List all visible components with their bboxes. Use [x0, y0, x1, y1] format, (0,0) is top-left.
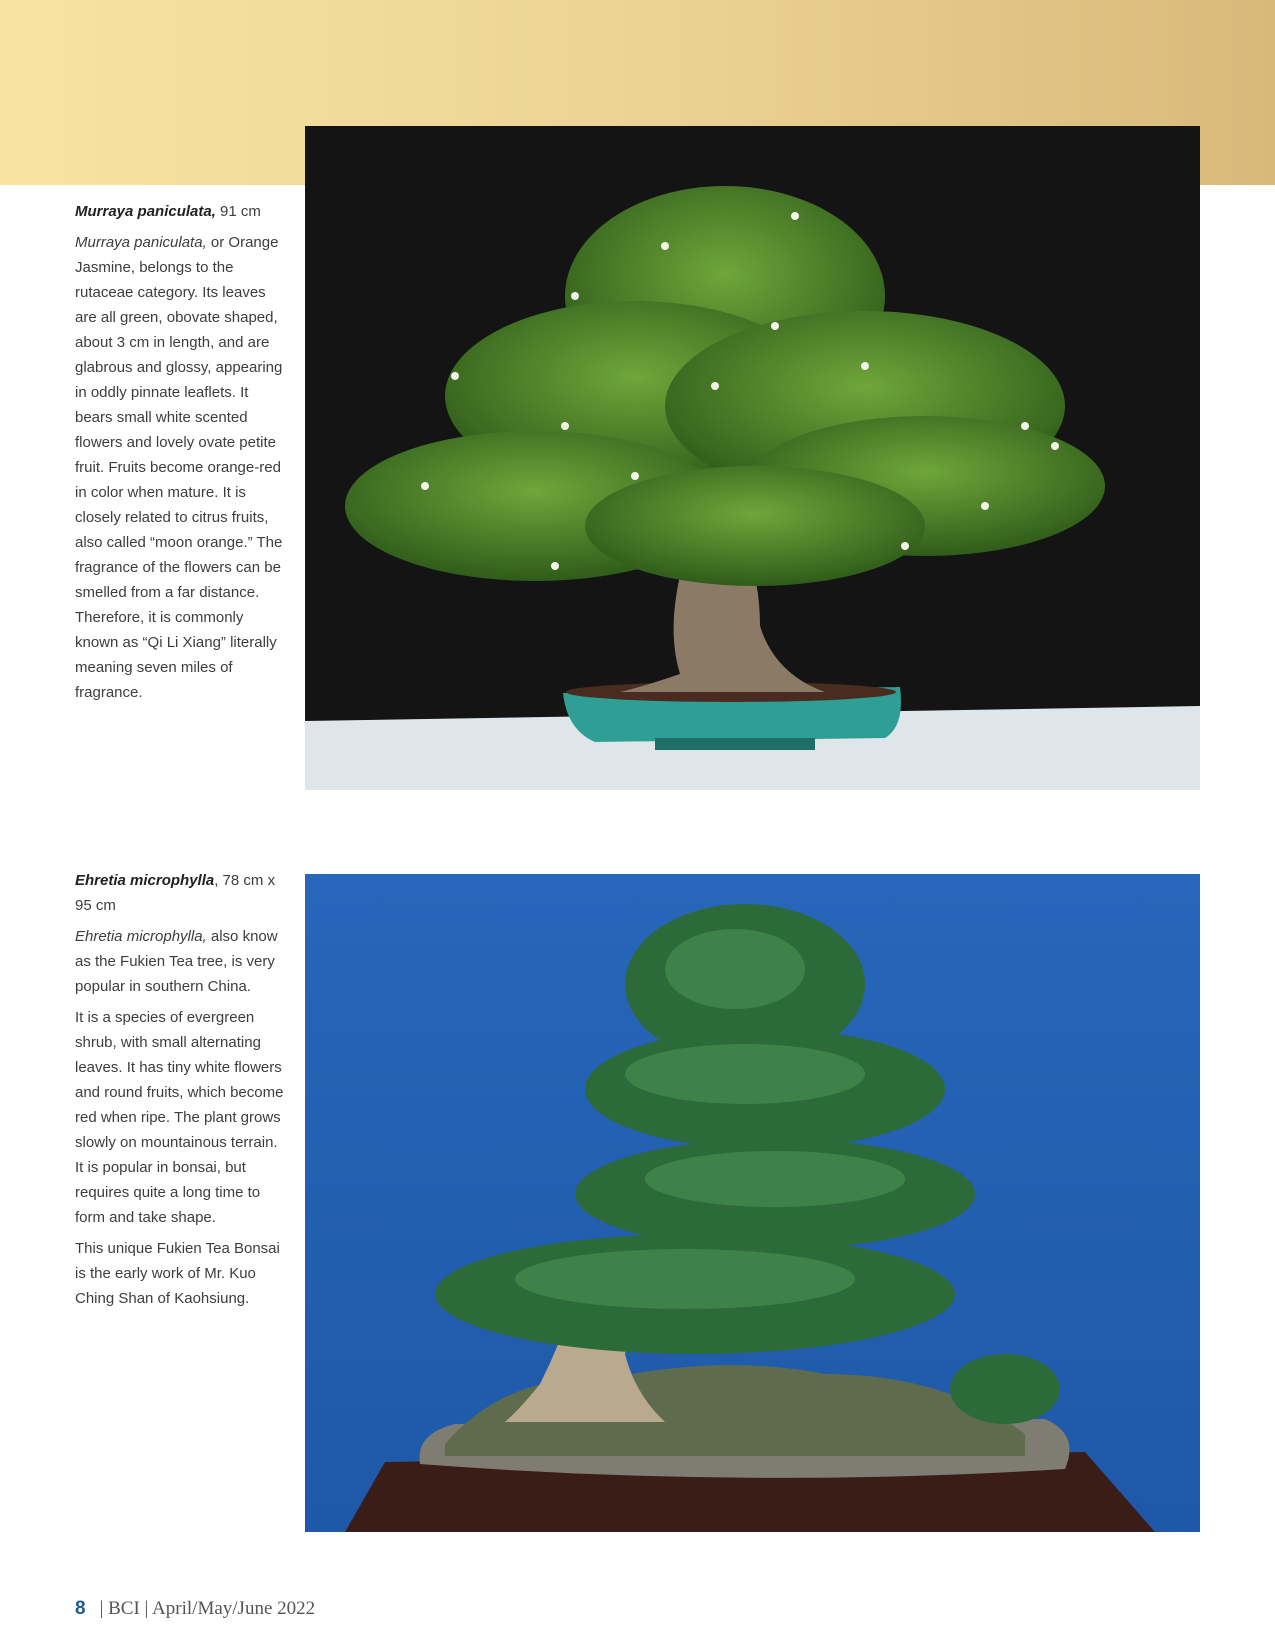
murraya-size: 91 cm: [215, 203, 261, 220]
ehretia-description-details: It is a species of evergreen shrub, with small alternating leaves. It has tiny white flowers and round fruits, which become red when ripe. The plant grows slowly on mountainous terrain. It is popular in bonsai, but requires quite a long time to form and take shape.: [75, 1009, 284, 1226]
murraya-caption-title: [75, 199, 290, 224]
publication-info: | BCI | April/May/June 2022: [99, 1598, 316, 1619]
murraya-bonsai-image: [305, 126, 1200, 790]
murraya-description-species: Murraya paniculata,: [75, 234, 207, 251]
ehretia-species-name: Ehretia microphylla: [75, 872, 215, 889]
ehretia-caption-title: [75, 868, 290, 918]
page-number: 8: [75, 1598, 86, 1619]
ehretia-description-species: Ehretia microphylla,: [75, 928, 207, 945]
murraya-species-name: Murraya paniculata,: [75, 203, 216, 220]
ehretia-caption: [75, 868, 290, 1317]
ehretia-description-text: also know as the Fukien Tea tree, is very popular in southern China.: [75, 928, 278, 995]
page-footer: [75, 1598, 315, 1620]
ehretia-bonsai-image: [305, 874, 1200, 1532]
murraya-caption: [75, 199, 290, 711]
ehretia-description-intro: [75, 924, 290, 999]
ehretia-size: , 78 cm x 95 cm: [75, 872, 276, 914]
murraya-description: [75, 230, 290, 705]
ehretia-description-credit: This unique Fukien Tea Bonsai is the early work of Mr. Kuo Ching Shan of Kaohsiung.: [75, 1240, 280, 1307]
murraya-bonsai-photo: [305, 126, 1200, 790]
ehretia-bonsai-photo: [305, 874, 1200, 1532]
murraya-description-text: or Orange Jasmine, belongs to the rutaceae category. Its leaves are all green, obovate shaped, about 3 cm in length, and are glabrous and glossy, appearing in oddly pinnate leaflets. It bears small white scented flowers and lovely ovate petite fruit. Fruits become orange-red in color when mature. It is closely related to citrus fruits, also called “moon orange.” The fragrance of the flowers can be smelled from a far distance. Therefore, it is commonly known as “Qi Li Xiang” literally meaning seven miles of fragrance.: [75, 234, 283, 701]
